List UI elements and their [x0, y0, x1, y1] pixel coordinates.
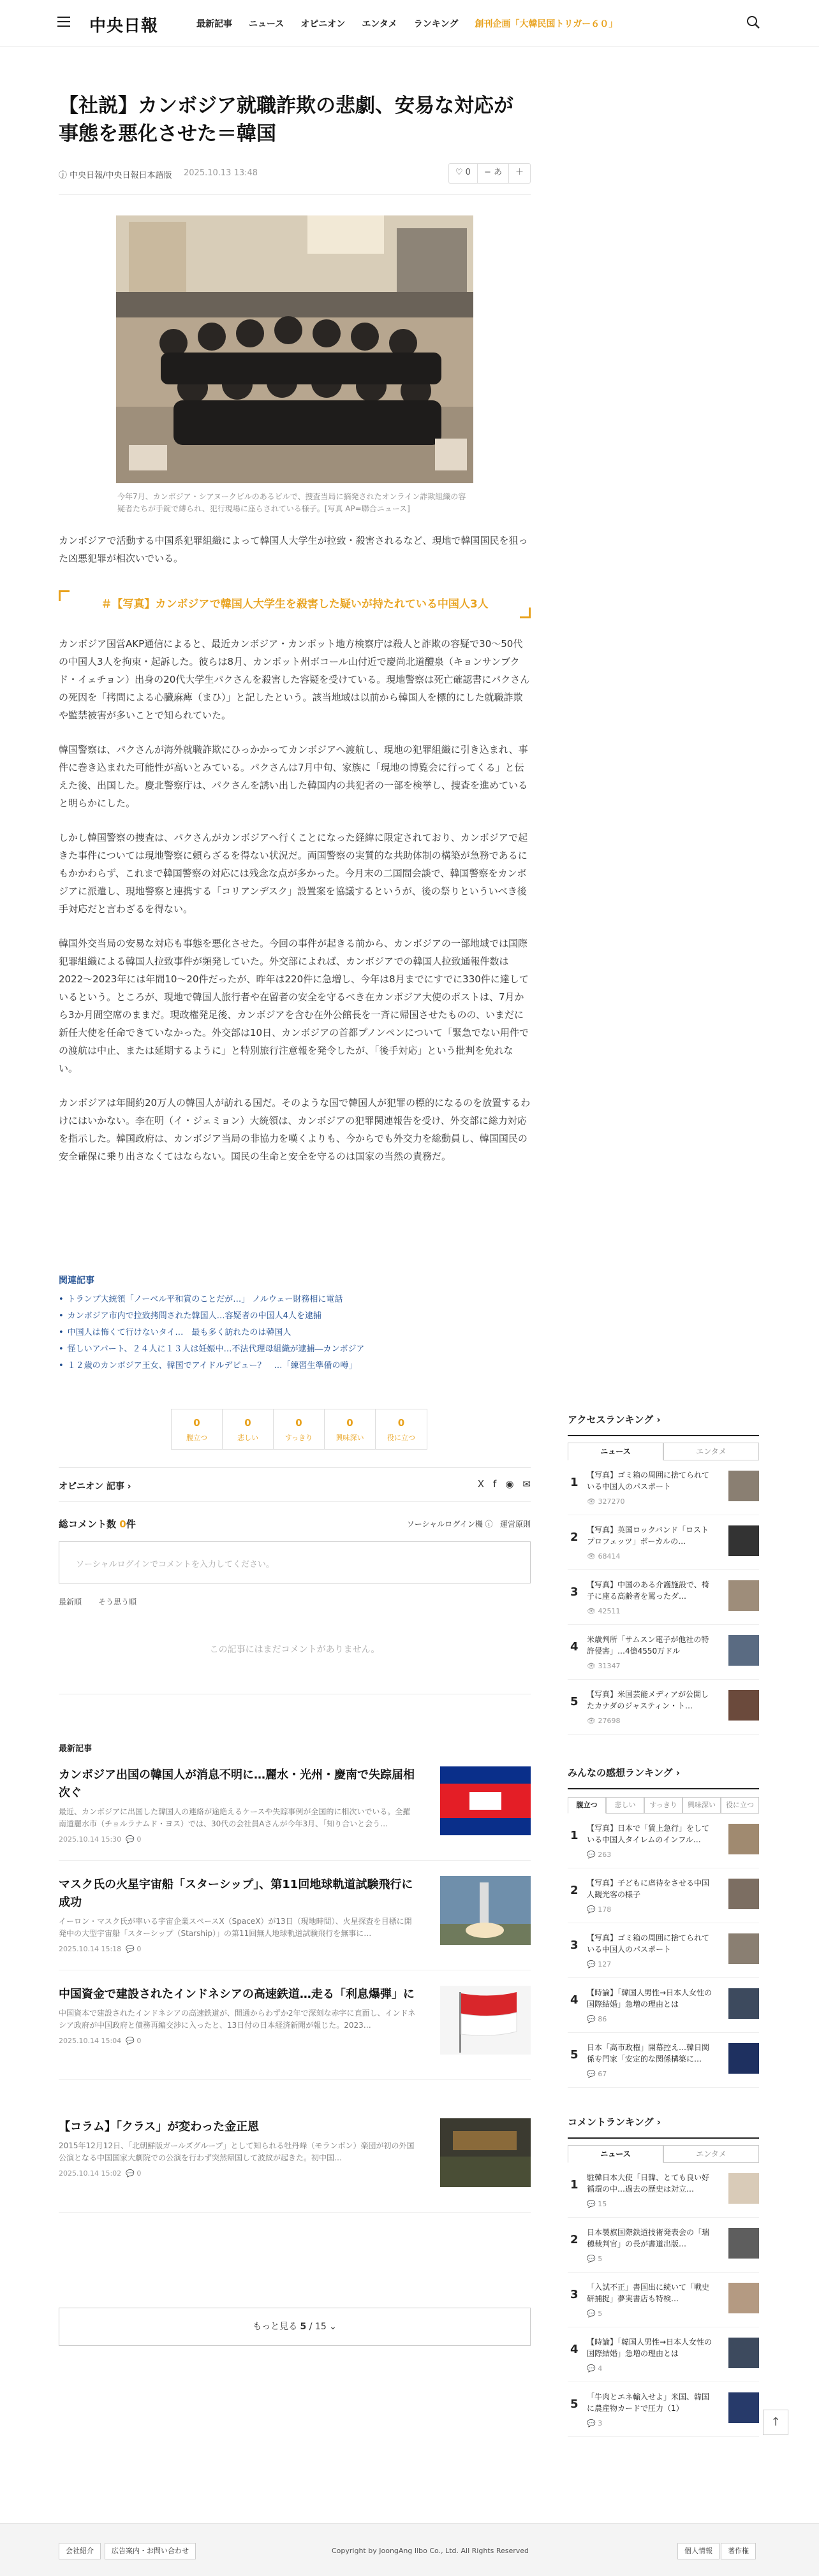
reaction-bar: [171, 1409, 427, 1450]
latest-news: [59, 1742, 531, 2228]
news-thumbnail: [440, 1986, 531, 2055]
sort-latest[interactable]: 最新順: [59, 1597, 82, 1606]
photo-caption: 今年7月、カンボジア・シアヌークビルのあるビルで、捜査当局に摘発されたオンライン詐欺組織の容疑者たちが手錠で縛られ、犯行現場に座らされている様子。[写真 AP=聯合ニュース]: [117, 492, 466, 513]
access-ranking: [568, 1413, 759, 1735]
article: [59, 47, 531, 1165]
thanks-ranking-title[interactable]: みんなの感想ランキング ›: [568, 1766, 759, 1789]
nav-opinion[interactable]: オピニオン: [300, 19, 346, 29]
footer-privacy-link[interactable]: 個人情報: [677, 2543, 719, 2559]
arrow-up-icon: ↑: [771, 2415, 781, 2429]
comment-section: [59, 1517, 531, 1694]
nav-ranking[interactable]: ランキング: [413, 19, 459, 29]
ranking-item[interactable]: 3 「入試不正」書国出に続いて「戦史研捕捉」夢実書店も特検… 💬 5: [568, 2281, 759, 2327]
ranking-item[interactable]: 3 【写真】中国のある介護施設で、椅子に座る高齢者を罵ったダ… 👁 42511: [568, 1579, 759, 1625]
reaction-interesting[interactable]: 0 興味深い: [325, 1409, 376, 1449]
nav-entame[interactable]: エンタメ: [362, 19, 397, 29]
reaction-useful[interactable]: 0 役に立つ: [387, 1417, 415, 1442]
tab-news[interactable]: ニュース: [568, 1443, 663, 1460]
tab-angry[interactable]: 腹立つ: [568, 1797, 606, 1814]
tab-entame[interactable]: エンタメ: [663, 2145, 759, 2163]
ranking-item[interactable]: 4 【時論】「韓国人男性→日本人女性の国際結婚」急増の理由とは 💬 86: [568, 1987, 759, 2033]
comment-ranking: [568, 2115, 759, 2437]
byline: [59, 159, 531, 195]
tab-interesting[interactable]: 興味深い: [682, 1797, 721, 1814]
menu-icon[interactable]: [57, 17, 70, 28]
footer: [0, 2523, 819, 2576]
body-paragraph: 韓国外交当局の安易な対応も事態を悪化させた。今回の事件が起きる前から、カンボジアの一部地域では国際犯罪組織による韓国人拉致事件が頻発していた。外交部によれば、カンボジアでの韓国人拉致通報件数は2022～2023年には年間10～20件だったが、昨年は220件に急増し、今年は8月までにすでに330件に達しているという。ところが、現地で韓国人旅行者や在留者の安全を守るべき在カンボジア大使のポストは、7月から3か月間空席のままだ。現政権発足後、カンボジアを含む在外公館長を一斉に帰国させたものの、いまだに新任大使を任命できていなかった。外交部は10日、カンボジアの首都プノンペンについて「緊急でない用件での渡航は中止、または延期するように」と特別旅行注意報を発令したが、「後手対応」という批判を免れない。: [59, 938, 529, 1074]
comment-sort: [59, 1596, 531, 1607]
reaction-sad[interactable]: 0 悲しい: [223, 1409, 274, 1449]
tab-sad[interactable]: 悲しい: [606, 1797, 644, 1814]
nav-special[interactable]: 創刊企画「大韓民国トリガー６０」: [475, 19, 618, 29]
related-link[interactable]: • カンボジア市内で拉致拷問された韓国人…容疑者の中国人4人を逮捕: [59, 1308, 531, 1325]
ranking-item[interactable]: 1 駐韓日本大使「日韓、とても良い好循環の中…過去の歴史は対立… 💬 15: [568, 2172, 759, 2218]
ranking-item[interactable]: 1 【写真】日本で「賃上急行」をしている中国人タイレムのインフル… 💬 263: [568, 1823, 759, 1868]
more-button[interactable]: もっと見る 5 / 15 ⌄: [59, 2308, 531, 2346]
news-thumbnail: [440, 1876, 531, 1945]
body-paragraph: 韓国警察は、パクさんが海外就職詐欺にひっかかってカンボジアへ渡航し、現地の犯罪組織に引き込まれ、事件に巻き込まれた可能性が高いとみている。パクさんは7月中旬、家族に「現地の博覧会に行ってくる」と伝えた後、出国した。慶北警察庁は、パクさんを誘い出した韓国内の共犯者の一部を検挙し、捜査を進めていると明らかにした。: [59, 744, 528, 809]
site-logo[interactable]: 中央日報: [89, 17, 159, 36]
ranking-item[interactable]: 1 【写真】ゴミ箱の周囲に捨てられている中国人のパスポート 👁 327270: [568, 1469, 759, 1515]
reaction-angry[interactable]: 0 腹立つ: [172, 1409, 223, 1449]
tab-news[interactable]: ニュース: [568, 2145, 663, 2163]
tab-relieved[interactable]: すっきり: [644, 1797, 682, 1814]
body-paragraph: しかし韓国警察の捜査は、パクさんがカンボジアへ行くことになった経緯に限定されており、カンボジアで起きた事件については現地警察に頼らざるを得ない状況だ。両国警察の実質的な共助体制の構築が急務であるにもかかわらず、これまで韓国警察の対応には残念な点が多かった。今月末の二国間会談で、韓国警察をカンボジアに派遣し、現地警察と連携する「コリアンデスク」設置案を協議するというが、後の祭りといういべき後手対応だと言わざるを得ない。: [59, 832, 528, 915]
news-thumbnail: [440, 1766, 531, 1835]
news-thumbnail: [440, 2118, 531, 2187]
comment-input[interactable]: ソーシャルログインでコメントを入力してください。: [59, 1541, 531, 1583]
opinion-share-bar: [59, 1467, 531, 1502]
ranking-item[interactable]: 2 【写真】英国ロックバンド「ロストプロフェッツ」ボーカルの… 👁 68414: [568, 1524, 759, 1570]
nav-latest[interactable]: 最新記事: [196, 19, 232, 29]
reaction-relieved[interactable]: 0 すっきり: [274, 1409, 325, 1449]
article-body: [59, 635, 531, 1165]
latest-title: 最新記事: [59, 1744, 92, 1754]
tab-useful[interactable]: 役に立つ: [721, 1797, 759, 1814]
news-item[interactable]: 中国資金で建設されたインドネシアの高速鉄道…走る「利息爆弾」に 中国資本で建設されたインドネシアの高速鉄道が、開通からわずか2年で深刻な赤字に直面し、インドネシア政府が中国政府と債務再編交渉に入ったと、13日付の日本経済新聞が報じた。2023… 2025.10.14 15:04 💬 0: [59, 1986, 531, 2080]
news-item[interactable]: マスク氏の火星宇宙船「スターシップ」、第11回地球軌道試験飛行に成功 イーロン・マスク氏が率いる宇宙企業スペースX（SpaceX）が13日（現地時間）、火星探査を目標に開発中の大型宇宙船「スターシップ（Starship）」の第11回無人地球軌道試験飛行を無事に… 2025.10.14 15:18 💬 0: [59, 1876, 531, 1970]
body-paragraph: カンボジア国営AKP通信によると、最近カンボジア・カンポット地方検察庁は殺人と詐欺の容疑で30～50代の中国人3人を拘束・起訴した。彼らは8月、カンポット州ボコール山付近で慶尚北道醴泉（キョンサンブクド・イェチョン）出身の20代大学生パクさんを殺害した容疑を受けている。現地警察は死亡確認書にパクさんの死因を「拷問による心臓麻痺（まひ）」と記したという。該当地域は以前から韓国人を標的にした就職詐欺や監禁被害が多いことで知られていた。: [59, 638, 530, 721]
font-minus-button[interactable]: − あ: [478, 164, 509, 183]
related-title: 関連記事: [59, 1276, 94, 1286]
related-link[interactable]: • トランプ大統領「ノーベル平和賞のことだが…」 ノルウェー財務相に電話: [59, 1292, 531, 1308]
article-title: 【社説】カンボジア就職詐欺の悲劇、安易な対応が事態を悪化させた＝韓国: [59, 94, 513, 145]
article-tools: [448, 163, 531, 184]
article-photo: [116, 215, 473, 515]
search-icon[interactable]: [746, 15, 760, 29]
comment-count: 0: [119, 1518, 126, 1530]
like-button[interactable]: ♡ 0: [449, 164, 478, 183]
nav-news[interactable]: ニュース: [249, 19, 284, 29]
thanks-ranking: [568, 1766, 759, 2088]
ranking-item[interactable]: 5 「牛肉とエネ輸入せよ」米国、韓国に農産物カードで圧力（1） 💬 3: [568, 2391, 759, 2437]
ranking-item[interactable]: 4 【時論】「韓国人男性→日本人女性の国際結婚」急増の理由とは 💬 4: [568, 2336, 759, 2382]
body-paragraph: カンボジアは年間約20万人の韓国人が訪れる国だ。そのような国で韓国人が犯罪の標的になるのを放置するわけにはいかない。李在明（イ・ジェミョン）大統領は、カンボジアの犯罪関連報告を受け、外交部に総力対応を指示した。韓国政府は、カンボジア当局の非協力を嘆くよりも、今からでも外交力を総動員し、韓国国民の安全確保に乗り出さなくてはならない。国民の生命と安全を守るのは国家の当然の責務だ。: [59, 1097, 531, 1162]
press-name: ⓙ 中央日報/中央日報日本語版: [59, 171, 172, 180]
line-share-icon[interactable]: ◉: [505, 1478, 514, 1490]
related-link[interactable]: • 怪しいアパート、２４人に１３人は妊娠中…不法代理母組織が逮捕―カンボジア: [59, 1341, 531, 1358]
mail-share-icon[interactable]: ✉: [522, 1478, 531, 1490]
access-ranking-title[interactable]: アクセスランキング ›: [568, 1413, 759, 1436]
facebook-share-icon[interactable]: f: [493, 1478, 497, 1490]
main-nav: [196, 17, 617, 30]
news-item[interactable]: 【コラム】「クラス」が変わった金正恩 2015年12月12日、「北朝鮮版ガールズグループ」として知られる牡丹峰（モランボン）楽団が初の外国公演となる中国国家大劇院での公演を行わず突然帰国して波紋が起きた。初中国… 2025.10.14 15:02 💬 0: [59, 2118, 531, 2213]
footer-copyright-link[interactable]: 著作権: [721, 2543, 756, 2559]
back-to-top-button[interactable]: [763, 2410, 788, 2435]
news-item[interactable]: カンボジア出国の韓国人が消息不明に…麗水・光州・慶南で失踪届相次ぐ 最近、カンボジアに出国した韓国人の連絡が途絶えるケースや失踪事例が全国的に相次いでいる。全羅南道麗水市（チョルラナムド・ヨス）では、30代の会社員Aさんが今年3月、「知り合いと会う… 2025.10.14 15:30 💬 0: [59, 1766, 531, 1861]
ranking-item[interactable]: 5 【写真】米国芸能メディアが公開したカナダのジャスティン・ト… 👁 27698: [568, 1689, 759, 1735]
footer-company-link[interactable]: 会社紹介: [59, 2543, 101, 2559]
sort-agree[interactable]: そう思う順: [98, 1597, 137, 1606]
ranking-item[interactable]: 2 日本製旗国際鉄道技術発表会の「瑞穂裁判官」の長が書道出版… 💬 5: [568, 2227, 759, 2273]
copyright: Copyright by JoongAng Ilbo Co., Ltd. All Rights Reserved: [332, 2547, 529, 2555]
ranking-item[interactable]: 5 日本「高市政権」開幕控え…韓日関係专門家「安定的な関係構築に… 💬 67: [568, 2042, 759, 2088]
related-link[interactable]: • 中国人は怖くて行けないタイ… 最も多く訪れたのは韓国人: [59, 1325, 531, 1341]
article-subtitle-link[interactable]: ＃【写真】カンボジアで韓国人大学生を殺害した疑いが持たれている中国人3人: [59, 590, 531, 618]
ranking-item[interactable]: 2 【写真】子どもに虐待をさせる中国人観光客の様子 💬 178: [568, 1877, 759, 1923]
share-buttons: [478, 1478, 531, 1490]
ranking-item[interactable]: 3 【写真】ゴミ箱の周囲に捨てられている中国人のパスポート 💬 127: [568, 1932, 759, 1978]
policy-link[interactable]: 運営原則: [499, 1520, 531, 1529]
related-link[interactable]: • １２歳のカンボジア王女、韓国でアイドルデビュー？ …「練習生準備の噂」: [59, 1358, 531, 1374]
opinion-link[interactable]: オピニオン 記事 ›: [59, 1481, 131, 1492]
article-lead: カンボジアで活動する中国系犯罪組織によって韓国人大学生が拉致・殺害されるなど、現地で韓国国民を狙った凶悪犯罪が相次いでいる。: [59, 535, 528, 564]
footer-ad-link[interactable]: 広告案内・お問い合わせ: [105, 2543, 196, 2559]
social-login-link[interactable]: ソーシャルログイン機 ⓘ: [406, 1520, 493, 1529]
related-articles: [59, 1274, 531, 1374]
article-date: 2025.10.13 13:48: [184, 168, 258, 178]
font-plus-button[interactable]: ＋: [515, 168, 524, 177]
no-comments-message: この記事にはまだコメントがありません。: [59, 1643, 531, 1694]
ranking-item[interactable]: 4 米歳判所「サムスン電子が他社の特許侵害」…4億4550万ドル 👁 31347: [568, 1634, 759, 1680]
tab-entame[interactable]: エンタメ: [663, 1443, 759, 1460]
comment-ranking-title[interactable]: コメントランキング ›: [568, 2115, 759, 2139]
photo-image: [116, 215, 473, 483]
global-nav: [0, 0, 819, 47]
comment-header: 総コメント数 0件 ソーシャルログイン機 ⓘ 運営原則: [59, 1518, 531, 1530]
x-share-icon[interactable]: X: [477, 1478, 485, 1490]
